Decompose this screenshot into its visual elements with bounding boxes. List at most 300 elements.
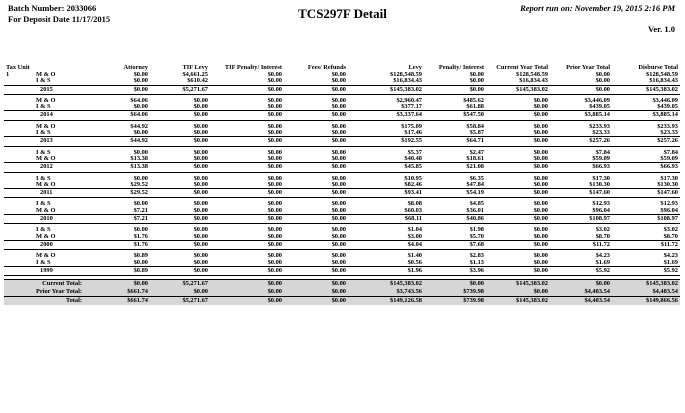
- total-row: [4, 297, 680, 306]
- amount-cell: $0.00: [267, 207, 282, 214]
- total-amount-cell: $0.00: [284, 288, 348, 297]
- amount-cell: $0.00: [193, 130, 208, 137]
- total-amount-cell: $149,866.56: [612, 297, 680, 306]
- amount-cell: $1.96: [348, 266, 424, 275]
- amount-cell: $0.00: [150, 266, 210, 275]
- amount-cell: $0.00: [486, 240, 550, 249]
- amount-cell: $93.41: [348, 189, 424, 198]
- amount-cell: $10.95: [404, 175, 422, 182]
- amount-cell: $0.00: [133, 259, 148, 266]
- amount-cell: $5.87: [469, 130, 484, 137]
- amount-cell: $0.00: [533, 259, 548, 266]
- amount-cell: $8.70: [663, 233, 678, 240]
- tax-unit-cell: [4, 104, 84, 111]
- amount-cell: $1.04: [407, 227, 422, 234]
- amount-cell: $0.89: [84, 266, 150, 275]
- fund-label: I & S: [36, 259, 51, 266]
- total-amount-cell: $661.74: [84, 297, 150, 306]
- amount-cell: $0.00: [267, 104, 282, 111]
- total-amount-cell: $145,383.02: [486, 297, 550, 306]
- amount-cell: $2.83: [469, 253, 484, 260]
- amount-cell: $1.69: [595, 259, 610, 266]
- fund-label: M & O: [36, 207, 56, 214]
- amount-cell: $0.00: [133, 78, 148, 85]
- amount-cell: $3,337.64: [348, 111, 424, 120]
- amount-cell: $0.00: [486, 163, 550, 172]
- amount-cell: $547.50: [424, 111, 486, 120]
- fund-label: M & O: [36, 181, 56, 188]
- amount-cell: $0.00: [193, 233, 208, 240]
- amount-cell: $0.00: [486, 111, 550, 120]
- fund-label: I & S: [36, 78, 51, 85]
- amount-cell: $0.00: [193, 207, 208, 214]
- amount-cell: $7.84: [663, 149, 678, 156]
- amount-cell: $145,383.02: [486, 85, 550, 94]
- amount-cell: $5.37: [407, 149, 422, 156]
- amount-cell: $0.00: [133, 104, 148, 111]
- amount-cell: $7.84: [595, 149, 610, 156]
- amount-cell: $0.00: [284, 215, 348, 224]
- fund-label: M & O: [36, 253, 56, 260]
- amount-cell: $16,834.43: [519, 78, 548, 85]
- year-subtotal-row: [4, 163, 680, 172]
- amount-cell: $0.00: [331, 149, 346, 156]
- amount-cell: $0.00: [331, 201, 346, 208]
- amount-cell: $0.00: [533, 227, 548, 234]
- amount-cell: $0.00: [331, 72, 346, 78]
- amount-cell: $5.70: [469, 233, 484, 240]
- amount-cell: $108.97: [550, 215, 612, 224]
- amount-cell: $0.00: [533, 104, 548, 111]
- amount-cell: $0.00: [267, 130, 282, 137]
- amount-cell: $66.93: [550, 163, 612, 172]
- amount-cell: $0.00: [331, 227, 346, 234]
- amount-cell: $0.00: [284, 266, 348, 275]
- amount-cell: $3,446.09: [584, 97, 610, 104]
- amount-cell: $0.00: [193, 253, 208, 260]
- amount-cell: $0.00: [210, 163, 284, 172]
- table-row: [4, 156, 680, 163]
- amount-cell: $0.00: [150, 163, 210, 172]
- total-amount-cell: $0.00: [550, 280, 612, 289]
- total-amount-cell: $0.00: [150, 288, 210, 297]
- amount-cell: $145,383.02: [612, 85, 680, 94]
- year-label: 2000: [4, 240, 84, 249]
- column-header: Prior Year Total: [566, 64, 610, 71]
- amount-cell: $0.00: [533, 97, 548, 104]
- report-title: TCS297F Detail: [298, 6, 387, 21]
- amount-cell: $0.00: [486, 215, 550, 224]
- amount-cell: $0.00: [267, 97, 282, 104]
- year-subtotal-row: [4, 111, 680, 120]
- year-subtotal-row: [4, 85, 680, 94]
- amount-cell: $45.85: [348, 163, 424, 172]
- amount-cell: $0.00: [193, 227, 208, 234]
- column-header: Disburse Total: [638, 64, 678, 71]
- tax-unit-cell: [4, 182, 84, 189]
- amount-cell: $0.00: [595, 78, 610, 85]
- amount-cell: $0.00: [210, 137, 284, 146]
- amount-cell: $18.61: [466, 155, 484, 162]
- tax-unit-cell: [4, 130, 84, 137]
- amount-cell: $0.00: [469, 72, 484, 78]
- amount-cell: $29.52: [84, 189, 150, 198]
- table-row: [4, 78, 680, 85]
- column-header-row: [4, 53, 680, 72]
- total-amount-cell: $0.00: [210, 297, 284, 306]
- year-subtotal-row: [4, 137, 680, 146]
- amount-cell: $0.00: [331, 155, 346, 162]
- amount-cell: $0.00: [284, 163, 348, 172]
- fund-label: M & O: [36, 233, 56, 240]
- total-amount-cell: $145,383.02: [612, 280, 680, 289]
- amount-cell: $59.09: [660, 155, 678, 162]
- total-amount-cell: $5,271.67: [150, 280, 210, 289]
- amount-cell: $3.02: [663, 227, 678, 234]
- column-header: Levy: [408, 64, 422, 71]
- tax-unit-cell: [4, 234, 84, 241]
- amount-cell: $0.00: [533, 201, 548, 208]
- column-header: Current Year Total: [496, 64, 548, 71]
- amount-cell: $0.00: [150, 111, 210, 120]
- total-amount-cell: $0.00: [84, 280, 150, 289]
- amount-cell: $0.00: [267, 259, 282, 266]
- amount-cell: $54.19: [424, 189, 486, 198]
- tax-unit-cell: [4, 260, 84, 267]
- amount-cell: $145,383.02: [348, 85, 424, 94]
- amount-cell: $0.00: [193, 123, 208, 130]
- amount-cell: $0.00: [267, 155, 282, 162]
- amount-cell: $0.00: [193, 201, 208, 208]
- total-row: [4, 288, 680, 297]
- amount-cell: $0.00: [193, 104, 208, 111]
- amount-cell: $147.60: [550, 189, 612, 198]
- amount-cell: $0.00: [424, 85, 486, 94]
- amount-cell: $60.03: [404, 207, 422, 214]
- amount-cell: $128,548.59: [646, 72, 678, 78]
- column-header: Fees/ Refunds: [307, 64, 346, 71]
- amount-cell: $36.01: [466, 207, 484, 214]
- amount-cell: $0.00: [331, 175, 346, 182]
- amount-cell: $0.00: [133, 149, 148, 156]
- amount-cell: $0.00: [193, 149, 208, 156]
- amount-cell: $439.05: [589, 104, 610, 111]
- fund-label: I & S: [36, 175, 51, 182]
- year-label: 1999: [4, 266, 84, 275]
- total-label: Current Total:: [4, 280, 84, 289]
- amount-cell: $0.00: [533, 123, 548, 130]
- amount-cell: $0.00: [267, 181, 282, 188]
- amount-cell: $64.71: [424, 137, 486, 146]
- amount-cell: $1.40: [407, 253, 422, 260]
- amount-cell: $8.70: [595, 233, 610, 240]
- fund-label: I & S: [36, 149, 51, 156]
- amount-cell: $0.00: [331, 78, 346, 85]
- total-amount-cell: $149,126.58: [348, 297, 424, 306]
- amount-cell: $0.00: [331, 181, 346, 188]
- report-run-on: Report run on: November 19, 2015 2:16 PM: [520, 3, 675, 13]
- amount-cell: $0.00: [210, 215, 284, 224]
- detail-table: [4, 53, 680, 305]
- amount-cell: $0.00: [331, 233, 346, 240]
- total-amount-cell: $5,271.67: [150, 297, 210, 306]
- total-amount-cell: $739.98: [424, 288, 486, 297]
- amount-cell: $8.08: [407, 201, 422, 208]
- amount-cell: $0.00: [284, 189, 348, 198]
- year-label: 2014: [4, 111, 84, 120]
- amount-cell: $0.00: [284, 240, 348, 249]
- amount-cell: $0.00: [267, 149, 282, 156]
- amount-cell: $66.93: [612, 163, 680, 172]
- amount-cell: $0.00: [210, 240, 284, 249]
- amount-cell: $0.00: [284, 111, 348, 120]
- amount-cell: $3.96: [424, 266, 486, 275]
- total-amount-cell: $4,483.54: [550, 297, 612, 306]
- amount-cell: $0.00: [331, 259, 346, 266]
- amount-cell: $21.08: [424, 163, 486, 172]
- amount-cell: $0.00: [193, 259, 208, 266]
- year-label: 2012: [4, 163, 84, 172]
- amount-cell: $23.33: [592, 130, 610, 137]
- table-row: [4, 234, 680, 241]
- year-label: 2011: [4, 189, 84, 198]
- amount-cell: $0.00: [533, 149, 548, 156]
- amount-cell: $147.60: [612, 189, 680, 198]
- total-amount-cell: $0.00: [210, 280, 284, 289]
- amount-cell: $44.92: [84, 137, 150, 146]
- amount-cell: $64.06: [84, 111, 150, 120]
- column-header: Tax Unit: [6, 64, 30, 71]
- report-version: Ver. 1.0: [648, 24, 675, 34]
- amount-cell: $0.00: [150, 137, 210, 146]
- amount-cell: $0.00: [550, 85, 612, 94]
- amount-cell: $108.97: [612, 215, 680, 224]
- fund-label: M & O: [36, 97, 56, 104]
- total-label: Prior Year Total:: [4, 288, 84, 297]
- table-row: [4, 260, 680, 267]
- amount-cell: $4.23: [663, 253, 678, 260]
- amount-cell: $0.00: [331, 253, 346, 260]
- fund-label: I & S: [36, 201, 51, 208]
- amount-cell: $0.00: [150, 215, 210, 224]
- amount-cell: $2.47: [469, 149, 484, 156]
- amount-cell: $3,885.14: [550, 111, 612, 120]
- fund-label: I & S: [36, 104, 51, 111]
- batch-number: Batch Number: 2033066: [8, 3, 97, 13]
- amount-cell: $6.35: [469, 175, 484, 182]
- amount-cell: $58.84: [466, 123, 484, 130]
- amount-cell: $0.00: [469, 78, 484, 85]
- amount-cell: $1.98: [469, 227, 484, 234]
- amount-cell: $82.46: [404, 181, 422, 188]
- fund-label: M & O: [36, 155, 56, 162]
- total-amount-cell: $739.98: [424, 297, 486, 306]
- amount-cell: $0.00: [331, 97, 346, 104]
- total-amount-cell: $0.00: [284, 280, 348, 289]
- fund-label: I & S: [36, 227, 51, 234]
- tax-unit-cell: [4, 78, 84, 85]
- amount-cell: $44.92: [130, 123, 148, 130]
- amount-cell: $0.00: [533, 207, 548, 214]
- total-amount-cell: $145,383.02: [486, 280, 550, 289]
- amount-cell: $4,661.25: [182, 72, 208, 78]
- amount-cell: $3,885.14: [612, 111, 680, 120]
- amount-cell: $13.38: [84, 163, 150, 172]
- amount-cell: $0.00: [193, 175, 208, 182]
- year-label: 2015: [4, 85, 84, 94]
- total-amount-cell: $145,383.02: [348, 280, 424, 289]
- amount-cell: $3.00: [407, 233, 422, 240]
- amount-cell: $0.00: [284, 85, 348, 94]
- fund-label: I & S: [36, 130, 51, 137]
- amount-cell: $0.00: [533, 130, 548, 137]
- amount-cell: $64.06: [130, 97, 148, 104]
- amount-cell: $7.68: [424, 240, 486, 249]
- fund-label: M & O: [36, 123, 56, 130]
- amount-cell: $40.86: [424, 215, 486, 224]
- amount-cell: $16,834.43: [649, 78, 678, 85]
- table-row: [4, 208, 680, 215]
- tax-unit-cell: [4, 156, 84, 163]
- total-amount-cell: $4,483.54: [612, 288, 680, 297]
- amount-cell: $5.92: [612, 266, 680, 275]
- amount-cell: $0.00: [331, 130, 346, 137]
- column-header: TIF Penalty/ Interest: [224, 64, 282, 71]
- amount-cell: $12.93: [592, 201, 610, 208]
- amount-cell: $0.00: [133, 201, 148, 208]
- amount-cell: $17.46: [404, 130, 422, 137]
- year-subtotal-row: [4, 266, 680, 275]
- tax-unit: 1: [6, 72, 10, 78]
- amount-cell: $0.00: [84, 85, 150, 94]
- amount-cell: $0.00: [133, 72, 148, 78]
- amount-cell: $485.62: [463, 97, 484, 104]
- amount-cell: $5,271.67: [150, 85, 210, 94]
- amount-cell: $0.00: [193, 155, 208, 162]
- amount-cell: $0.00: [331, 207, 346, 214]
- amount-cell: $0.00: [533, 253, 548, 260]
- total-amount-cell: $0.00: [424, 280, 486, 289]
- amount-cell: $47.84: [466, 181, 484, 188]
- amount-cell: $233.93: [589, 123, 610, 130]
- amount-cell: $257.26: [612, 137, 680, 146]
- amount-cell: $7.21: [133, 207, 148, 214]
- amount-cell: $0.00: [486, 189, 550, 198]
- amount-cell: $1.69: [663, 259, 678, 266]
- column-header: TIF Levy: [182, 64, 208, 71]
- amount-cell: $4.85: [469, 201, 484, 208]
- year-label: 2010: [4, 215, 84, 224]
- amount-cell: $1.13: [469, 259, 484, 266]
- amount-cell: $13.38: [130, 155, 148, 162]
- amount-cell: $0.00: [267, 78, 282, 85]
- amount-cell: $0.00: [486, 137, 550, 146]
- amount-cell: $128,548.59: [516, 72, 548, 78]
- total-amount-cell: $4,483.54: [550, 288, 612, 297]
- amount-cell: $0.00: [210, 85, 284, 94]
- table-row: [4, 182, 680, 189]
- amount-cell: $4.04: [348, 240, 424, 249]
- amount-cell: $11.72: [550, 240, 612, 249]
- amount-cell: $0.00: [267, 175, 282, 182]
- amount-cell: $0.00: [150, 240, 210, 249]
- amount-cell: $439.05: [657, 104, 678, 111]
- amount-cell: $96.04: [660, 207, 678, 214]
- amount-cell: $0.00: [533, 175, 548, 182]
- total-label: Total:: [4, 297, 84, 306]
- amount-cell: $257.26: [550, 137, 612, 146]
- amount-cell: $175.09: [401, 123, 422, 130]
- amount-cell: $0.00: [267, 227, 282, 234]
- amount-cell: $192.55: [348, 137, 424, 146]
- amount-cell: $0.00: [533, 233, 548, 240]
- amount-cell: $0.00: [331, 123, 346, 130]
- amount-cell: $11.72: [612, 240, 680, 249]
- fund-label: M & O: [36, 72, 56, 78]
- amount-cell: $0.00: [267, 253, 282, 260]
- amount-cell: $130.30: [589, 181, 610, 188]
- amount-cell: $5.92: [550, 266, 612, 275]
- deposit-date: For Deposit Date 11/17/2015: [8, 14, 111, 24]
- amount-cell: $0.00: [210, 189, 284, 198]
- amount-cell: $12.93: [660, 201, 678, 208]
- amount-cell: $29.52: [130, 181, 148, 188]
- amount-cell: $0.00: [133, 175, 148, 182]
- amount-cell: $0.00: [284, 137, 348, 146]
- table-row: [4, 104, 680, 111]
- amount-cell: $128,548.59: [390, 72, 422, 78]
- year-subtotal-row: [4, 215, 680, 224]
- amount-cell: $233.93: [657, 123, 678, 130]
- amount-cell: $0.00: [486, 266, 550, 275]
- column-header: Attorney: [123, 64, 148, 71]
- total-amount-cell: $661.74: [84, 288, 150, 297]
- total-row: [4, 280, 680, 289]
- amount-cell: $0.89: [133, 253, 148, 260]
- amount-cell: $0.00: [267, 201, 282, 208]
- amount-cell: $61.88: [466, 104, 484, 111]
- amount-cell: $0.00: [267, 233, 282, 240]
- year-label: 2013: [4, 137, 84, 146]
- amount-cell: $0.00: [267, 72, 282, 78]
- amount-cell: $96.04: [592, 207, 610, 214]
- amount-cell: $0.00: [193, 97, 208, 104]
- amount-cell: $2,960.47: [396, 97, 422, 104]
- amount-cell: $4.23: [595, 253, 610, 260]
- amount-cell: $130.30: [657, 181, 678, 188]
- amount-cell: $0.00: [267, 123, 282, 130]
- amount-cell: $3,446.09: [652, 97, 678, 104]
- amount-cell: $68.11: [348, 215, 424, 224]
- amount-cell: $610.42: [187, 78, 208, 85]
- amount-cell: $16,834.43: [393, 78, 422, 85]
- column-header: Penalty/ Interest: [438, 64, 484, 71]
- amount-cell: $0.00: [533, 155, 548, 162]
- amount-cell: $0.00: [331, 104, 346, 111]
- amount-cell: $17.30: [592, 175, 610, 182]
- total-amount-cell: $0.00: [486, 288, 550, 297]
- amount-cell: $0.00: [533, 181, 548, 188]
- amount-cell: $7.21: [84, 215, 150, 224]
- amount-cell: $377.17: [401, 104, 422, 111]
- amount-cell: $40.48: [404, 155, 422, 162]
- amount-cell: $0.00: [193, 181, 208, 188]
- total-amount-cell: $3,743.56: [348, 288, 424, 297]
- amount-cell: $0.00: [595, 72, 610, 78]
- amount-cell: $1.76: [84, 240, 150, 249]
- total-amount-cell: $0.00: [210, 288, 284, 297]
- amount-cell: $0.00: [210, 266, 284, 275]
